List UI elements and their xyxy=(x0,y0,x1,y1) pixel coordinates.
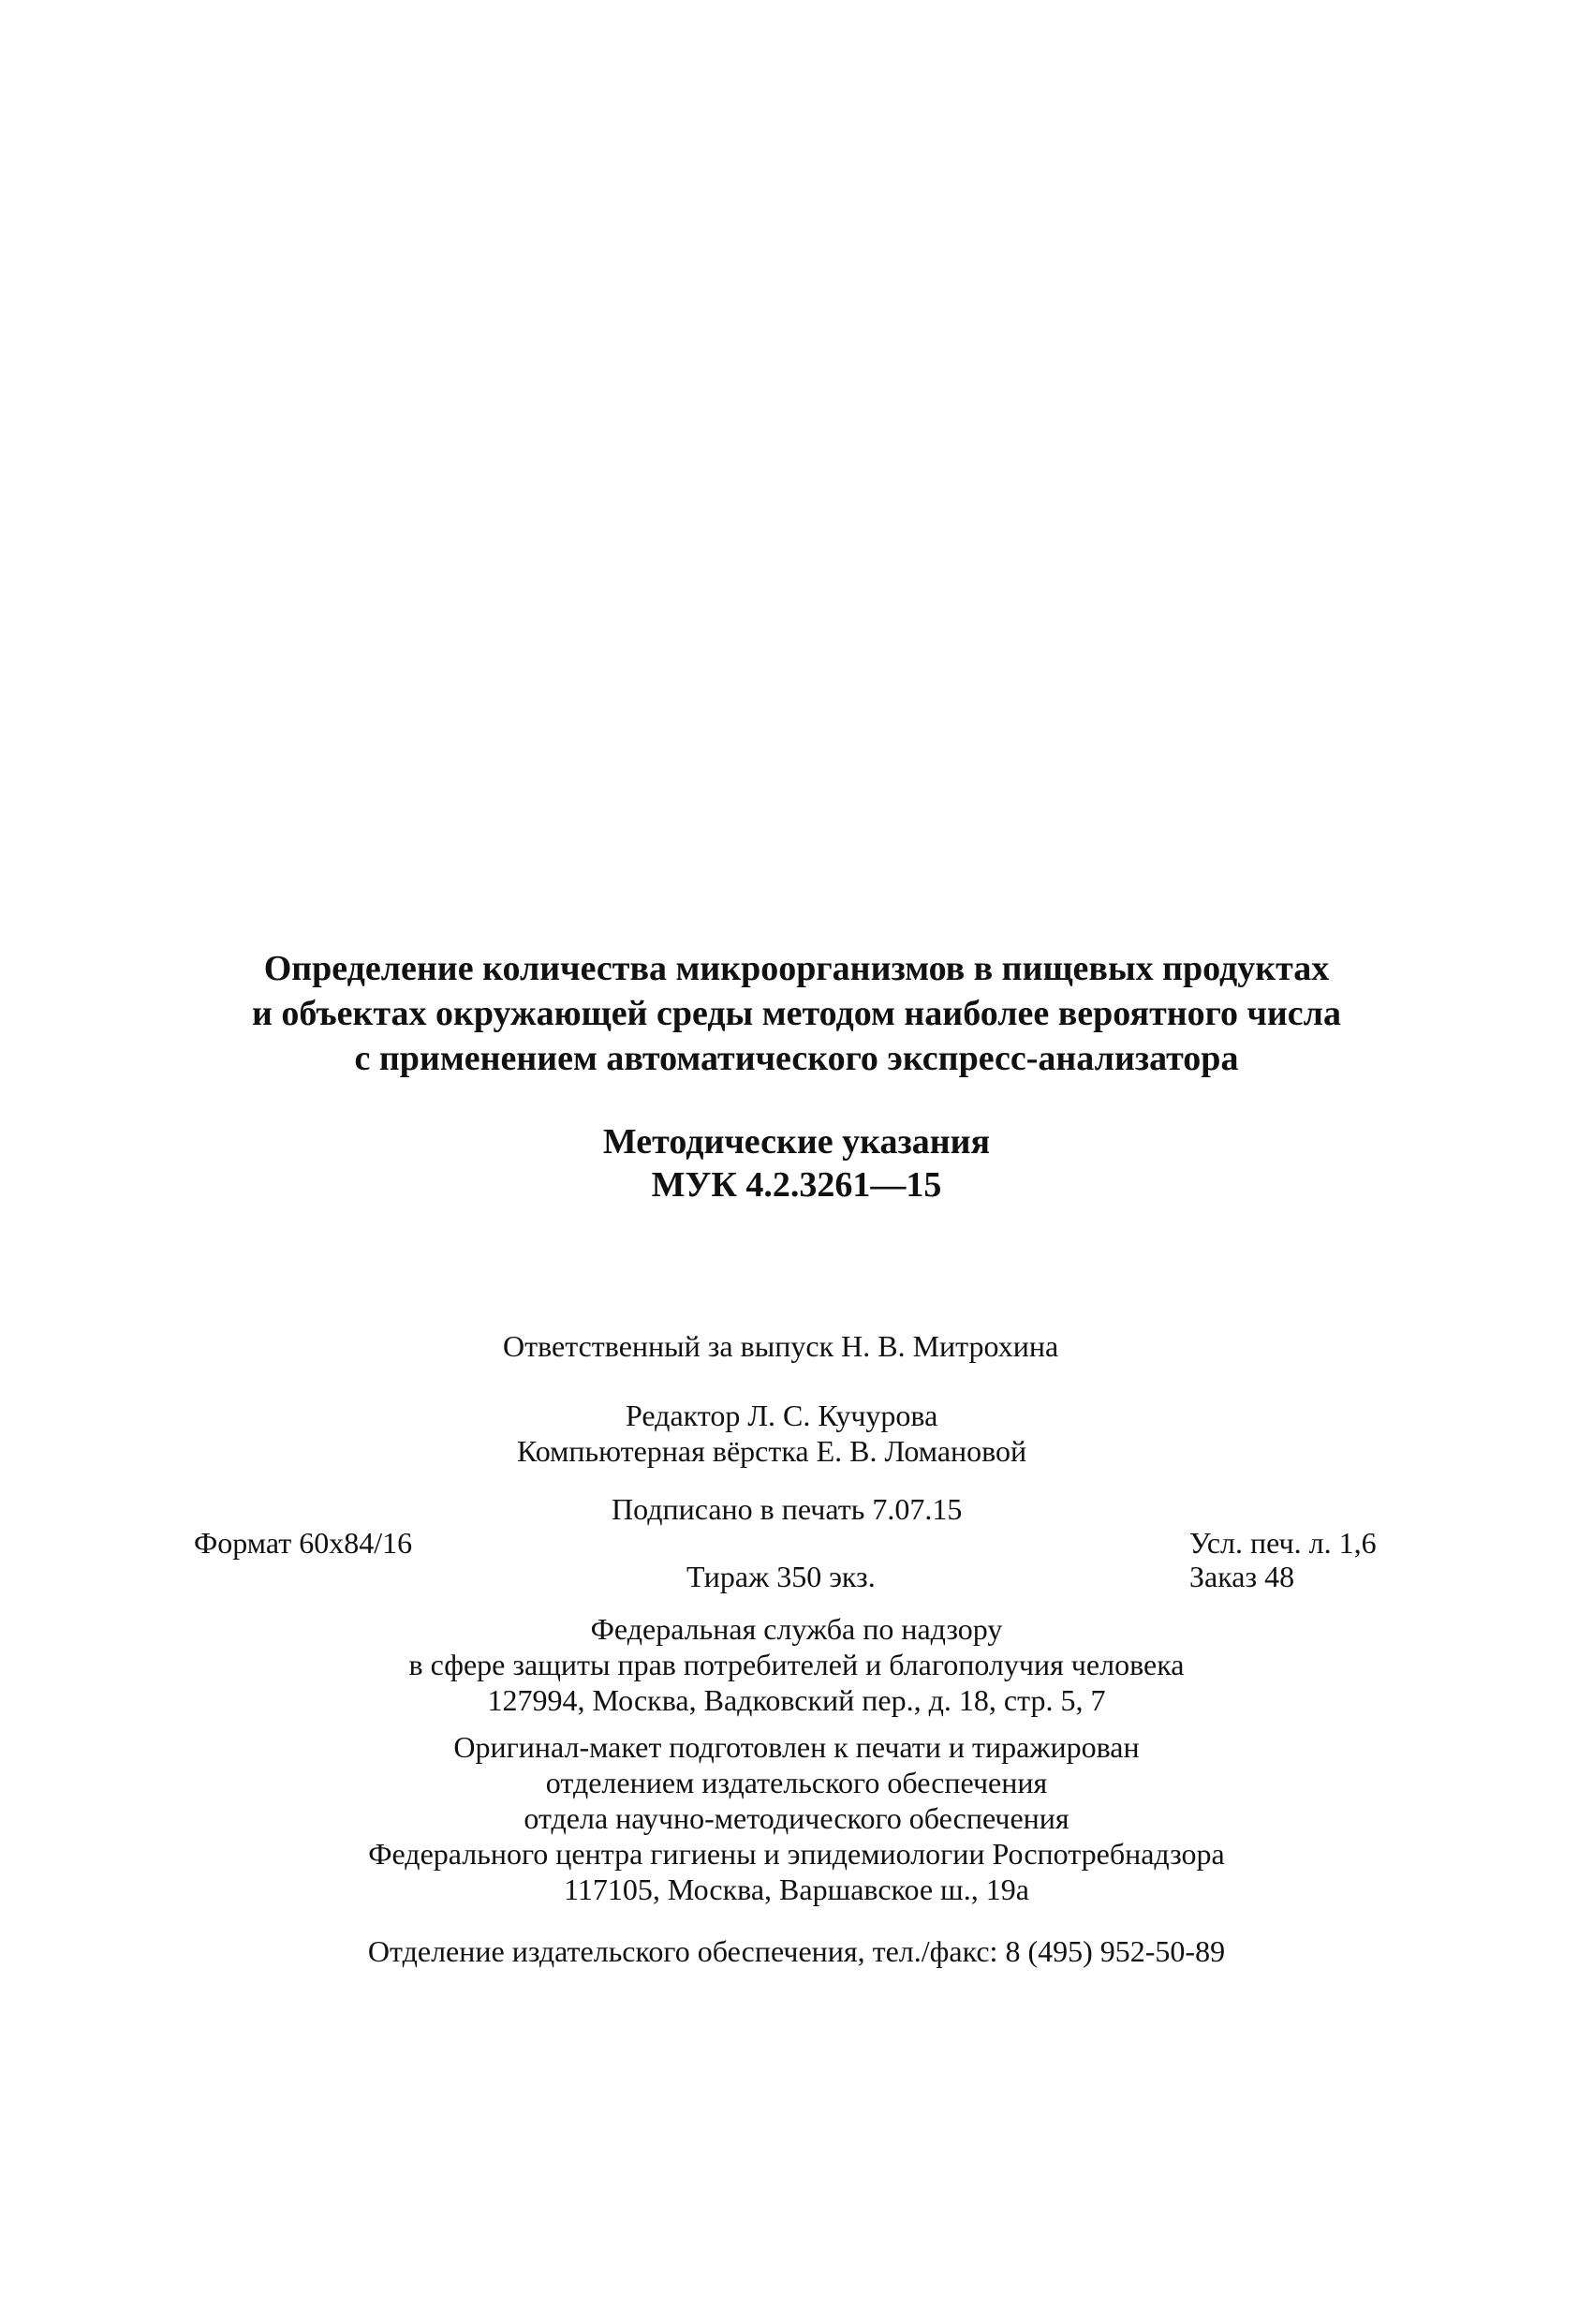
printer-line: Федерального центра гигиены и эпидемиологии Роспотребнадзора xyxy=(368,1837,1225,1871)
signed-date: Подписано в печать 7.07.15 xyxy=(612,1492,963,1526)
title-line: с применением автоматического экспресс-анализатора xyxy=(354,1039,1239,1078)
editor-credit: Редактор Л. С. Кучурова xyxy=(626,1399,938,1432)
document-code: МУК 4.2.3261—15 xyxy=(651,1165,942,1205)
printer-line: отделением издательского обеспечения xyxy=(545,1766,1048,1799)
document-type: Методические указания xyxy=(602,1122,991,1162)
printer-block xyxy=(0,1729,1593,1907)
contact-info: Отделение издательского обеспечения, тел./факс: 8 (495) 952-50-89 xyxy=(367,1934,1226,1968)
document-title xyxy=(0,946,1593,1081)
printer-line: Оригинал-макет подготовлен к печати и тиражирован xyxy=(453,1730,1140,1764)
title-line: и объектах окружающей среды методом наиболее вероятного числа xyxy=(252,994,1341,1033)
publisher-block xyxy=(0,1611,1593,1718)
printer-line: 117105, Москва, Варшавское ш., 19а xyxy=(564,1873,1029,1906)
print-run: Тираж 350 экз. xyxy=(686,1560,876,1593)
document-subtitle xyxy=(0,1120,1593,1206)
publisher-line: в сфере защиты прав потребителей и благополучия человека xyxy=(408,1648,1185,1681)
publisher-line: 127994, Москва, Вадковский пер., д. 18, стр. 5, 7 xyxy=(487,1683,1106,1717)
order-number: Заказ 48 xyxy=(1189,1560,1295,1593)
publisher-line: Федеральная служба по надзору xyxy=(590,1612,1003,1646)
responsible-person: Ответственный за выпуск Н. В. Митрохина xyxy=(503,1329,1059,1363)
layout-credit: Компьютерная вёрстка Е. В. Ломановой xyxy=(517,1434,1027,1468)
printer-line: отдела научно-методического обеспечения xyxy=(524,1801,1069,1835)
title-line: Определение количества микроорганизмов в пищевых продуктах xyxy=(263,949,1330,988)
printed-sheets: Усл. печ. л. 1,6 xyxy=(1189,1526,1377,1560)
paper-format: Формат 60x84/16 xyxy=(194,1526,413,1560)
